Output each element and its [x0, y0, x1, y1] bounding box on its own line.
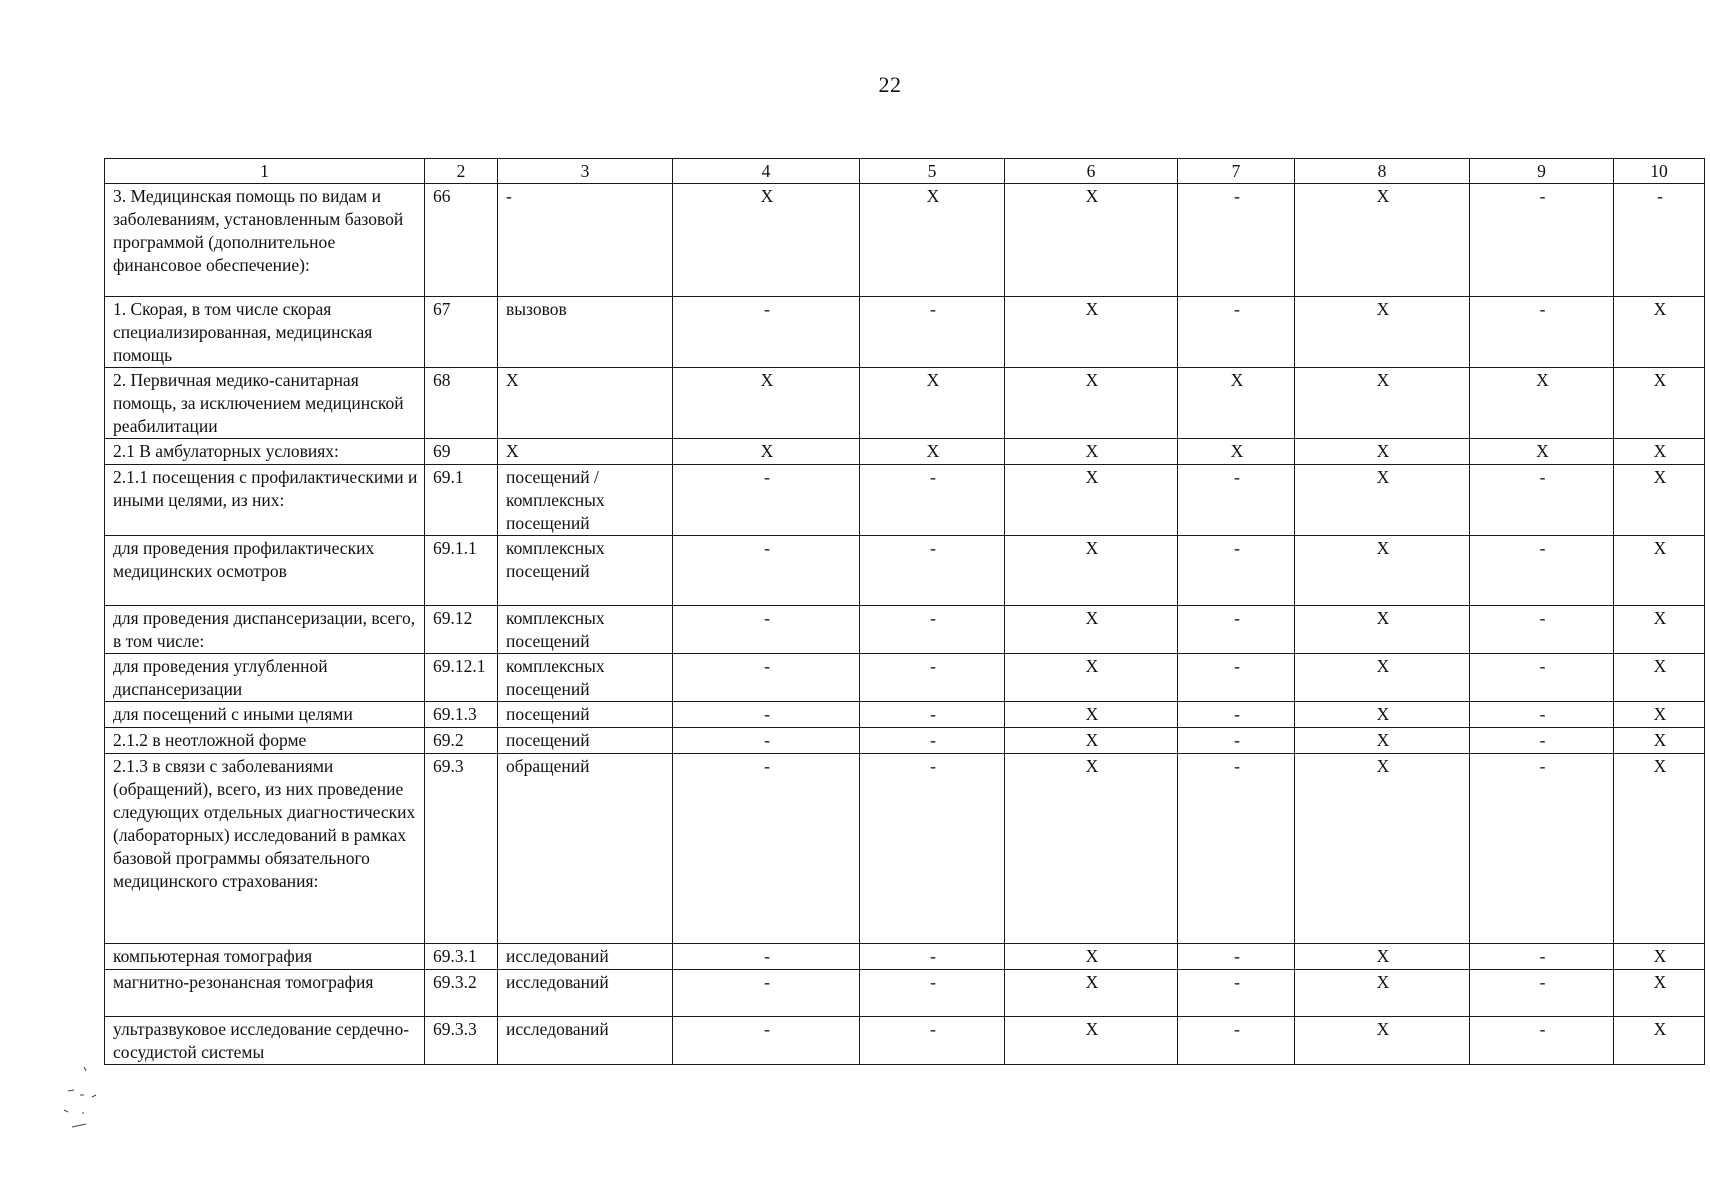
col8-cell: X — [1295, 654, 1470, 702]
col9-cell: - — [1470, 1017, 1614, 1065]
col6-cell: X — [1005, 465, 1178, 536]
col6-cell: X — [1005, 970, 1178, 1017]
table-row — [105, 606, 1705, 654]
row-code-cell: 69.2 — [425, 728, 498, 754]
col6-cell: X — [1005, 184, 1178, 297]
col6-cell: X — [1005, 368, 1178, 439]
table-row — [105, 465, 1705, 536]
table-row — [105, 439, 1705, 465]
col9-cell: X — [1470, 368, 1614, 439]
row-code-cell: 69.12.1 — [425, 654, 498, 702]
col10-cell: X — [1614, 368, 1705, 439]
col6-cell: X — [1005, 754, 1178, 944]
col9-cell: X — [1470, 439, 1614, 465]
table-row — [105, 368, 1705, 439]
col7-cell: - — [1178, 654, 1295, 702]
col6-cell: X — [1005, 606, 1178, 654]
row-unit-cell: обращений — [498, 754, 673, 944]
col4-cell: - — [673, 728, 860, 754]
row-unit-cell: комплексных посещений — [498, 654, 673, 702]
table-row — [105, 297, 1705, 368]
row-name-cell: 2. Первичная медико-санитарная помощь, за исключением медицинской реабилитации — [105, 368, 425, 439]
col5-cell: - — [860, 702, 1005, 728]
col10-cell: X — [1614, 654, 1705, 702]
col9-cell: - — [1470, 297, 1614, 368]
col6-cell: X — [1005, 536, 1178, 606]
col6-cell: X — [1005, 439, 1178, 465]
table-row — [105, 702, 1705, 728]
col5-cell: X — [860, 368, 1005, 439]
col7-cell: - — [1178, 297, 1295, 368]
row-unit-cell: исследований — [498, 944, 673, 970]
row-name-cell: для проведения профилактических медицинских осмотров — [105, 536, 425, 606]
column-number-5: 5 — [860, 159, 1005, 184]
row-name-cell: 2.1.1 посещения с профилактическими и иными целями, из них: — [105, 465, 425, 536]
scan-specks — [62, 1065, 112, 1135]
table-row — [105, 536, 1705, 606]
col8-cell: X — [1295, 184, 1470, 297]
col7-cell: X — [1178, 439, 1295, 465]
col10-cell: X — [1614, 297, 1705, 368]
col5-cell: - — [860, 1017, 1005, 1065]
row-unit-cell: посещений — [498, 728, 673, 754]
col8-cell: X — [1295, 728, 1470, 754]
row-code-cell: 69.3.3 — [425, 1017, 498, 1065]
row-code-cell: 69.3 — [425, 754, 498, 944]
column-number-6: 6 — [1005, 159, 1178, 184]
column-number-4: 4 — [673, 159, 860, 184]
row-name-cell: 2.1 В амбулаторных условиях: — [105, 439, 425, 465]
col6-cell: X — [1005, 702, 1178, 728]
col10-cell: X — [1614, 754, 1705, 944]
col4-cell: X — [673, 184, 860, 297]
col6-cell: X — [1005, 944, 1178, 970]
row-code-cell: 68 — [425, 368, 498, 439]
col9-cell: - — [1470, 702, 1614, 728]
col7-cell: - — [1178, 606, 1295, 654]
col10-cell: X — [1614, 728, 1705, 754]
col10-cell: X — [1614, 536, 1705, 606]
table-row — [105, 184, 1705, 297]
col4-cell: - — [673, 754, 860, 944]
col5-cell: - — [860, 297, 1005, 368]
col10-cell: X — [1614, 944, 1705, 970]
col10-cell: X — [1614, 702, 1705, 728]
column-number-10: 10 — [1614, 159, 1705, 184]
column-number-7: 7 — [1178, 159, 1295, 184]
col10-cell: X — [1614, 1017, 1705, 1065]
row-name-cell: компьютерная томография — [105, 944, 425, 970]
col8-cell: X — [1295, 439, 1470, 465]
page-number: 22 — [878, 72, 902, 97]
col4-cell: - — [673, 702, 860, 728]
col4-cell: - — [673, 297, 860, 368]
col7-cell: - — [1178, 702, 1295, 728]
row-unit-cell: комплексных посещений — [498, 606, 673, 654]
table-row — [105, 754, 1705, 944]
col5-cell: - — [860, 606, 1005, 654]
col8-cell: X — [1295, 368, 1470, 439]
table-header-row — [105, 159, 1705, 184]
column-number-3: 3 — [498, 159, 673, 184]
data-table — [104, 158, 1705, 1065]
row-unit-cell: комплексных посещений — [498, 536, 673, 606]
column-number-1: 1 — [105, 159, 425, 184]
table-row — [105, 1017, 1705, 1065]
col6-cell: X — [1005, 728, 1178, 754]
col5-cell: - — [860, 728, 1005, 754]
row-name-cell: 2.1.2 в неотложной форме — [105, 728, 425, 754]
table-body — [105, 184, 1705, 1065]
row-code-cell: 66 — [425, 184, 498, 297]
column-number-9: 9 — [1470, 159, 1614, 184]
row-name-cell: для проведения диспансеризации, всего, в том числе: — [105, 606, 425, 654]
col8-cell: X — [1295, 970, 1470, 1017]
col4-cell: - — [673, 1017, 860, 1065]
col4-cell: - — [673, 606, 860, 654]
col7-cell: - — [1178, 1017, 1295, 1065]
col6-cell: X — [1005, 654, 1178, 702]
col7-cell: - — [1178, 465, 1295, 536]
col7-cell: - — [1178, 754, 1295, 944]
row-code-cell: 69.3.2 — [425, 970, 498, 1017]
col9-cell: - — [1470, 944, 1614, 970]
col8-cell: X — [1295, 1017, 1470, 1065]
col7-cell: - — [1178, 184, 1295, 297]
col5-cell: - — [860, 465, 1005, 536]
table-row — [105, 654, 1705, 702]
col5-cell: X — [860, 184, 1005, 297]
col4-cell: - — [673, 654, 860, 702]
col10-cell: X — [1614, 970, 1705, 1017]
row-name-cell: 3. Медицинская помощь по видам и заболеваниям, установленным базовой программой (дополнительное финансовое обеспечение): — [105, 184, 425, 297]
column-number-2: 2 — [425, 159, 498, 184]
col8-cell: X — [1295, 297, 1470, 368]
row-name-cell: для посещений с иными целями — [105, 702, 425, 728]
col9-cell: - — [1470, 536, 1614, 606]
col4-cell: X — [673, 368, 860, 439]
col4-cell: - — [673, 970, 860, 1017]
col6-cell: X — [1005, 297, 1178, 368]
row-unit-cell: исследований — [498, 1017, 673, 1065]
col4-cell: X — [673, 439, 860, 465]
row-unit-cell: X — [498, 439, 673, 465]
row-code-cell: 69.3.1 — [425, 944, 498, 970]
col4-cell: - — [673, 465, 860, 536]
col6-cell: X — [1005, 1017, 1178, 1065]
col9-cell: - — [1470, 465, 1614, 536]
col5-cell: - — [860, 944, 1005, 970]
col8-cell: X — [1295, 702, 1470, 728]
col9-cell: - — [1470, 728, 1614, 754]
col5-cell: X — [860, 439, 1005, 465]
row-name-cell: 2.1.3 в связи с заболеваниями (обращений), всего, из них проведение следующих отдельных диагностических (лабораторных) исследований в рамках базовой программы обязательного медицинского страхования: — [105, 754, 425, 944]
row-code-cell: 69.1 — [425, 465, 498, 536]
col5-cell: - — [860, 970, 1005, 1017]
col7-cell: - — [1178, 944, 1295, 970]
table-row — [105, 728, 1705, 754]
col4-cell: - — [673, 536, 860, 606]
col9-cell: - — [1470, 970, 1614, 1017]
row-unit-cell: посещений / комплексных посещений — [498, 465, 673, 536]
row-unit-cell: исследований — [498, 970, 673, 1017]
col7-cell: - — [1178, 970, 1295, 1017]
row-unit-cell: вызовов — [498, 297, 673, 368]
col9-cell: - — [1470, 184, 1614, 297]
col9-cell: - — [1470, 754, 1614, 944]
col8-cell: X — [1295, 754, 1470, 944]
col8-cell: X — [1295, 536, 1470, 606]
row-code-cell: 69.12 — [425, 606, 498, 654]
col8-cell: X — [1295, 465, 1470, 536]
table-row — [105, 944, 1705, 970]
row-name-cell: ультразвуковое исследование сердечно-сосудистой системы — [105, 1017, 425, 1065]
col4-cell: - — [673, 944, 860, 970]
row-code-cell: 69.1.1 — [425, 536, 498, 606]
row-name-cell: 1. Скорая, в том числе скорая специализированная, медицинская помощь — [105, 297, 425, 368]
row-unit-cell: - — [498, 184, 673, 297]
row-unit-cell: посещений — [498, 702, 673, 728]
col10-cell: X — [1614, 465, 1705, 536]
col5-cell: - — [860, 754, 1005, 944]
table-row — [105, 970, 1705, 1017]
column-number-8: 8 — [1295, 159, 1470, 184]
col9-cell: - — [1470, 606, 1614, 654]
row-name-cell: для проведения углубленной диспансеризации — [105, 654, 425, 702]
col9-cell: - — [1470, 654, 1614, 702]
col8-cell: X — [1295, 606, 1470, 654]
row-code-cell: 69.1.3 — [425, 702, 498, 728]
row-code-cell: 69 — [425, 439, 498, 465]
col10-cell: X — [1614, 439, 1705, 465]
col5-cell: - — [860, 654, 1005, 702]
col7-cell: X — [1178, 368, 1295, 439]
row-unit-cell: X — [498, 368, 673, 439]
col7-cell: - — [1178, 728, 1295, 754]
col7-cell: - — [1178, 536, 1295, 606]
row-code-cell: 67 — [425, 297, 498, 368]
col10-cell: - — [1614, 184, 1705, 297]
col8-cell: X — [1295, 944, 1470, 970]
row-name-cell: магнитно-резонансная томография — [105, 970, 425, 1017]
col5-cell: - — [860, 536, 1005, 606]
col10-cell: X — [1614, 606, 1705, 654]
